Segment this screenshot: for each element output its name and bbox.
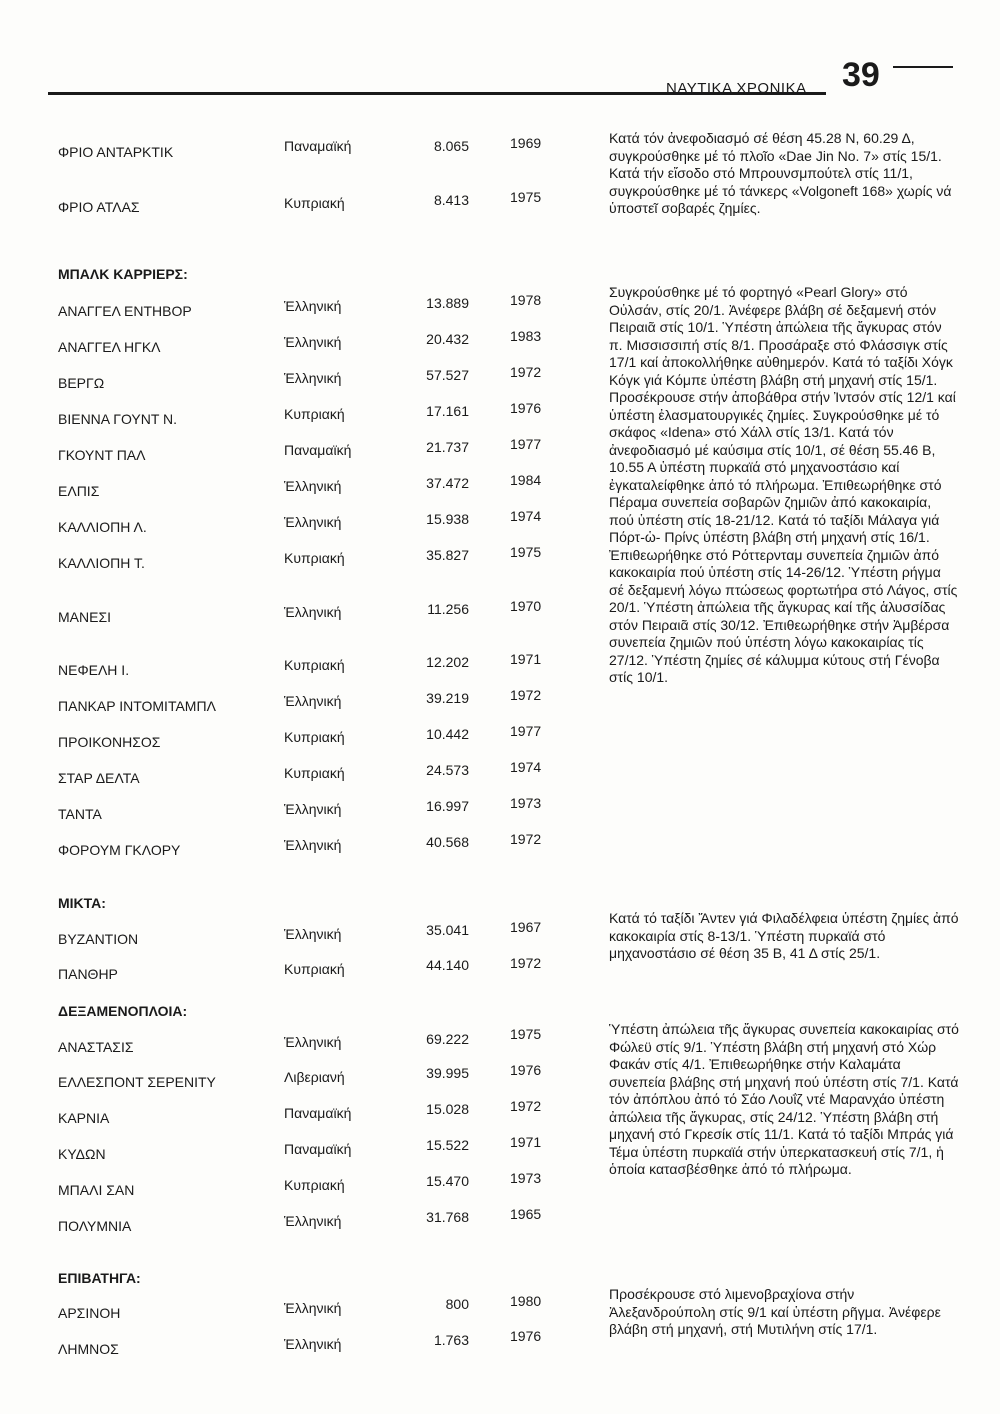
ship-name: ΒΥΖΑΝΤΙΟΝ [58, 931, 139, 947]
ship-tonnage: 1.763 [433, 1332, 469, 1348]
ship-flag: Κυπριακή [284, 657, 345, 673]
ship-name: ΒΕΡΓΩ [58, 375, 105, 391]
ship-year: 1974 [510, 508, 542, 524]
ship-year: 1975 [510, 1026, 542, 1042]
ship-tonnage: 39.995 [426, 1065, 469, 1081]
header-rule-right [893, 66, 953, 68]
ship-year: 1978 [510, 292, 542, 308]
ship-name: ΑΝΑΣΤΑΣΙΣ [58, 1039, 134, 1055]
ship-year: 1973 [510, 795, 542, 811]
ship-year: 1976 [510, 1328, 542, 1344]
ship-year: 1984 [510, 472, 542, 488]
ship-year: 1965 [510, 1206, 542, 1222]
ship-tonnage: 21.737 [426, 439, 469, 455]
ship-flag: Ἑλληνική [284, 926, 342, 942]
ship-name: ΚΥΔΩΝ [58, 1146, 106, 1162]
ship-flag: Ἑλληνική [284, 604, 342, 620]
ship-name: ΦΡΙΟ ΑΝΤΑΡΚΤΙΚ [58, 144, 174, 160]
ship-name: ΕΛΠΙΣ [58, 483, 100, 499]
ship-name: ΚΑΡΝΙΑ [58, 1110, 110, 1126]
ship-tonnage: 31.768 [426, 1209, 469, 1225]
ship-tonnage: 37.472 [426, 475, 469, 491]
ship-name: ΝΕΦΕΛΗ Ι. [58, 662, 130, 678]
ship-name: ΦΟΡΟΥΜ ΓΚΛΟΡΥ [58, 842, 181, 858]
ship-flag: Ἑλληνική [284, 1336, 342, 1352]
ship-tonnage: 20.432 [426, 331, 469, 347]
ship-tonnage: 10.442 [426, 726, 469, 742]
ship-tonnage: 15.470 [426, 1173, 469, 1189]
ship-name: ΦΡΙΟ ΑΤΛΑΣ [58, 199, 140, 215]
ship-year: 1977 [510, 436, 542, 452]
ship-year: 1972 [510, 955, 542, 971]
ship-flag: Παναμαϊκή [284, 1105, 352, 1121]
ship-year: 1976 [510, 1062, 542, 1078]
ship-tonnage: 39.219 [426, 690, 469, 706]
ship-year: 1971 [510, 651, 542, 667]
ship-tonnage: 800 [445, 1296, 469, 1312]
ship-year: 1973 [510, 1170, 542, 1186]
incident-notes: Συγκρούσθηκε μέ τό φορτηγό «Pearl Glory» στό Οὐλσάν, στίς 20/1. Ἀνέφερε βλάβη σέ δεξαμενή στόν Πειραιᾶ στίς 10/1. Ὑπέστη ἀπώλεια τῆς ἄγκυρας στόν π. Μισσισσιπή στίς 8/1. Προσάραξε στό Φλάσσιγκ στίς 17/1 καί ἀποκολλήθηκε αὐθημερόν. Κατά τό ταξίδι Χόγκ Κόγκ γιά Κόμπε ὑπέστη βλάβη στή μηχανή στίς 15/1. Προσέκρουσε στήν ἀποβάθρα στήν Ἰντσόν στίς 12/1 καί ὑπέστη ἐλασματουργικές ζημίες. Συγκρούσθηκε μέ τό σκάφος «Idena» στό Χάλλ στίς 13/1. Κατά τόν ἀνεφοδιασμό μέ καύσιμα στίς 10/1, σέ θέση 55.46 Β, 10.55 Α ὑπέστη πυρκαϊά στό μηχανοστάσιο καί ἐγκαταλείφθηκε ἀπό τό πλήρωμα. Ἐπιθεωρήθηκε στό Πέραμα συνεπεία σοβαρῶν ζημιῶν ἀπό κακοκαιρία, πού ὑπέστη στίς 18-21/12. Κατά τό ταξίδι Μάλαγα γιά Πόρτ-ὡ- Πρίνς ὑπέστη βλάβη στή μηχανή στίς 16/1. Ἐπιθεωρήθηκε στό Ρόττερνταμ συνεπεία ζημιῶν ἀπό κακοκαιρία πού ὑπέστη στίς 14-26/12. Ὑπέστη ρήγμα σέ δεξαμενή λόγω πτώσεως φορτωτήρα στό Λάγος, στίς 20/1. Ὑπέστη ἀπώλεια τῆς ἄγκυρας καί τῆς ἁλυσσίδας στόν Πειραιᾶ στίς 30/12. Ἐπιθεωρήθηκε στήν Ἀμβέρσα συνεπεία ζημιῶν πού ὑπέστη λόγω κακοκαιρίας τίς 27/12. Ὑπέστη ζημίες σέ κάλυμμα κύτους στή Γένοβα στίς 10/1. [609, 284, 958, 685]
ship-tonnage: 15.028 [426, 1101, 469, 1117]
ship-tonnage: 11.256 [427, 601, 469, 617]
ship-flag: Ἑλληνική [284, 1300, 342, 1316]
ship-name: ΒΙΕΝΝΑ ΓΟΥΝΤ Ν. [58, 411, 178, 427]
ship-year: 1976 [510, 400, 542, 416]
ship-flag: Κυπριακή [284, 1177, 345, 1193]
ship-tonnage: 57.527 [426, 367, 469, 383]
ship-tonnage: 44.140 [426, 957, 469, 973]
page-number: 39 [842, 56, 880, 94]
incident-notes: Ὑπέστη ἀπώλεια τῆς ἄγκυρας συνεπεία κακοκαιρίας στό Φώλεϋ στίς 9/1. Ὑπέστη βλάβη στή μηχανή στό Χώρ Φακάν στίς 4/1. Ἐπιθεωρήθηκε στήν Καλαμάτα συνεπεία βλάβης στή μηχανή πού ὑπέστη στίς 7/1. Κατά τόν ἀπόπλου ἀπό τό Σάο Λουΐζ ντέ Μαρανχάο ὑπέστη ἀπώλεια τῆς ἄγκυρας, στίς 24/12. Ὑπέστη βλάβη στή μηχανή στό Γκρεσίκ στίς 11/1. Κατά τό ταξίδι Μπράς γιά Τέμα ὑπέστη πυρκαϊά στήν ὑπερκατασκευή στίς 7/1, ἡ ὁποία κατασβέσθηκε ἀπό τό πλήρωμα. [609, 1021, 959, 1177]
ship-name: ΑΡΣΙΝΟΗ [58, 1305, 121, 1321]
ship-year: 1972 [510, 831, 542, 847]
section-heading: ΜΠΑΛΚ ΚΑΡΡΙΕΡΣ: [58, 266, 188, 282]
ship-name: ΠΟΛΥΜΝΙΑ [58, 1218, 132, 1234]
ship-name: ΑΝΑΓΓΕΛ ΗΓΚΛ [58, 339, 161, 355]
ship-tonnage: 15.938 [426, 511, 469, 527]
ship-flag: Ἑλληνική [284, 514, 342, 530]
ship-flag: Παναμαϊκή [284, 442, 352, 458]
ship-year: 1972 [510, 1098, 542, 1114]
ship-name: ΠΡΟΙΚΟΝΗΣΟΣ [58, 734, 161, 750]
section-heading: ΔΕΞΑΜΕΝΟΠΛΟΙΑ: [58, 1003, 188, 1019]
ship-flag: Ἑλληνική [284, 298, 342, 314]
ship-flag: Ἑλληνική [284, 693, 342, 709]
ship-flag: Κυπριακή [284, 195, 345, 211]
ship-tonnage: 13.889 [426, 295, 469, 311]
ship-flag: Λιβεριανή [284, 1069, 345, 1085]
ship-name: ΓΚΟΥΝΤ ΠΑΛ [58, 447, 146, 463]
ship-name: ΑΝΑΓΓΕΛ ΕΝΤΗΒΟΡ [58, 303, 192, 319]
ship-year: 1975 [510, 544, 542, 560]
ship-tonnage: 17.161 [426, 403, 469, 419]
ship-tonnage: 15.522 [426, 1137, 469, 1153]
ship-name: ΚΑΛΛΙΟΠΗ Λ. [58, 519, 147, 535]
ship-year: 1969 [510, 135, 542, 151]
ship-tonnage: 35.827 [426, 547, 469, 563]
ship-flag: Ἑλληνική [284, 478, 342, 494]
ship-name: ΜΑΝΕΣΙ [58, 609, 111, 625]
ship-flag: Κυπριακή [284, 765, 345, 781]
ship-flag: Παναμαϊκή [284, 1141, 352, 1157]
ship-year: 1970 [510, 598, 542, 614]
incident-notes: Προσέκρουσε στό λιμενοβραχίονα στήν Ἀλεξανδρούπολη στίς 9/1 καί ὑπέστη ρῆγμα. Ἀνέφερε βλάβη στή μηχανή, στή Μυτιλήνη στίς 17/1. [609, 1286, 941, 1337]
ship-name: ΚΑΛΛΙΟΠΗ Τ. [58, 555, 145, 571]
ship-flag: Κυπριακή [284, 550, 345, 566]
ship-name: ΠΑΝΚΑΡ ΙΝΤΟΜΙΤΑΜΠΛ [58, 698, 216, 714]
ship-tonnage: 69.222 [426, 1031, 469, 1047]
ship-year: 1972 [510, 687, 542, 703]
ship-flag: Παναμαϊκή [284, 138, 352, 154]
ship-tonnage: 16.997 [426, 798, 469, 814]
incident-notes: Κατά τόν ἀνεφοδιασμό σέ θέση 45.28 Ν, 60.29 Δ, συγκρούσθηκε μέ τό πλοῖο «Dae Jin No. 7» στίς 15/1. Κατά τήν εἴσοδο στό Μπρουνσμπούτελ στίς 11/1, συγκρούσθηκε μέ τό τάνκερς «Volgoneft 168» χωρίς νά ὑποστεῖ σοβαρές ζημίες. [609, 130, 952, 216]
ship-flag: Ἑλληνική [284, 334, 342, 350]
ship-tonnage: 12.202 [426, 654, 469, 670]
ship-flag: Ἑλληνική [284, 801, 342, 817]
ship-flag: Κυπριακή [284, 729, 345, 745]
ship-year: 1972 [510, 364, 542, 380]
ship-name: ΕΛΛΕΣΠΟΝΤ ΣΕΡΕΝΙΤΥ [58, 1074, 216, 1090]
ship-tonnage: 8.065 [433, 138, 469, 154]
ship-flag: Ἑλληνική [284, 370, 342, 386]
section-heading: ΜΙΚΤΑ: [58, 895, 106, 911]
ship-flag: Κυπριακή [284, 406, 345, 422]
ship-name: ΤΑΝΤΑ [58, 806, 102, 822]
ship-name: ΜΠΑΛΙ ΣΑΝ [58, 1182, 135, 1198]
ship-flag: Ἑλληνική [284, 1034, 342, 1050]
ship-year: 1977 [510, 723, 542, 739]
ship-year: 1975 [510, 189, 542, 205]
journal-title: ΝΑΥΤΙΚΑ ΧΡΟΝΙΚΑ [666, 80, 807, 97]
ship-name: ΣΤΑΡ ΔΕΛΤΑ [58, 770, 140, 786]
ship-year: 1980 [510, 1293, 542, 1309]
ship-name: ΠΑΝΘΗΡ [58, 966, 118, 982]
section-heading: ΕΠΙΒΑΤΗΓΑ: [58, 1270, 141, 1286]
ship-flag: Κυπριακή [284, 961, 345, 977]
ship-year: 1974 [510, 759, 542, 775]
ship-tonnage: 40.568 [426, 834, 469, 850]
ship-year: 1983 [510, 328, 542, 344]
ship-year: 1967 [510, 919, 542, 935]
ship-tonnage: 35.041 [426, 922, 469, 938]
ship-year: 1971 [510, 1134, 542, 1150]
ship-flag: Ἑλληνική [284, 1213, 342, 1229]
ship-tonnage: 24.573 [426, 762, 469, 778]
ship-flag: Ἑλληνική [284, 837, 342, 853]
ship-name: ΛΗΜΝΟΣ [58, 1341, 119, 1357]
ship-tonnage: 8.413 [433, 192, 469, 208]
incident-notes: Κατά τό ταξίδι Ἄντεν γιά Φιλαδέλφεια ὑπέστη ζημίες ἀπό κακοκαιρία στίς 8-13/1. Ὑπέστη πυρκαϊά στό μηχανοστάσιο σέ θέση 35 Β, 41 Δ στίς 25/1. [609, 910, 959, 961]
